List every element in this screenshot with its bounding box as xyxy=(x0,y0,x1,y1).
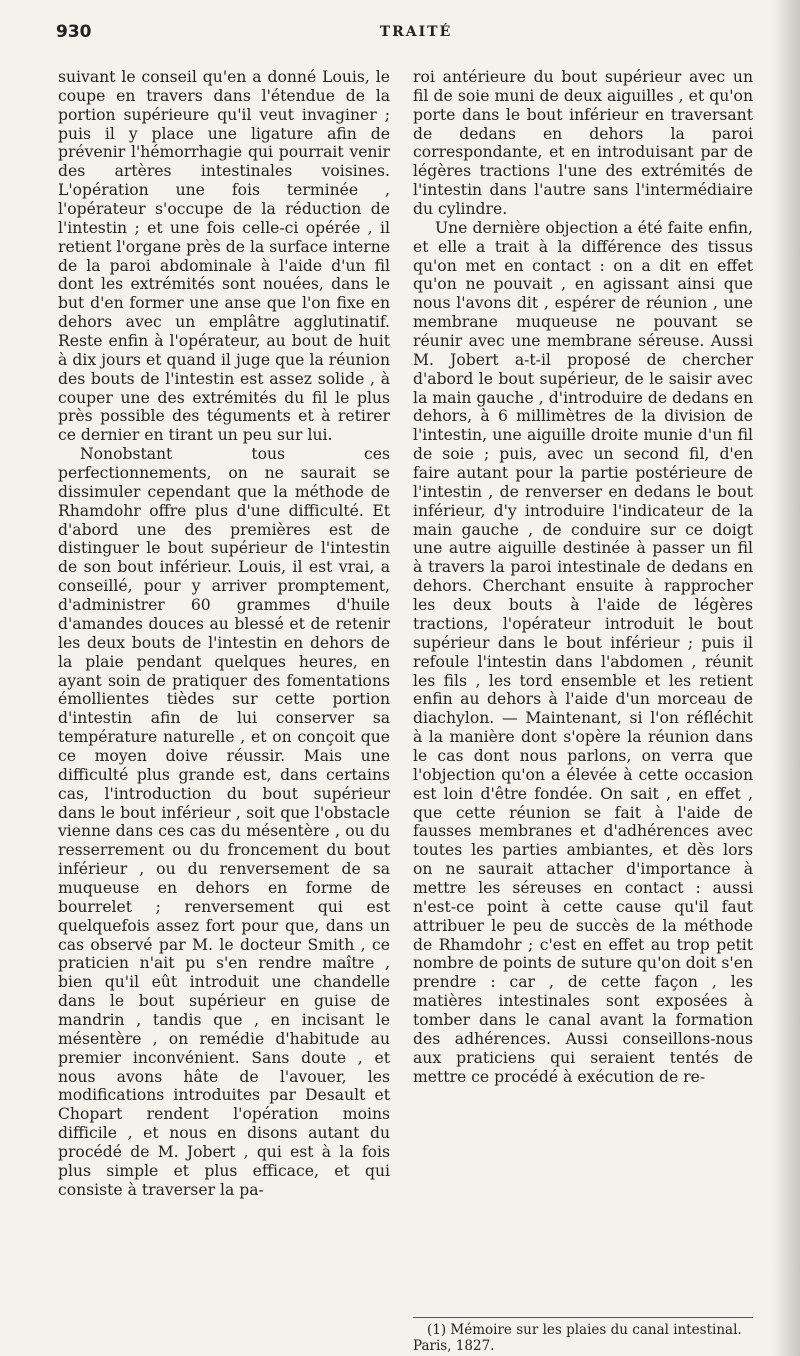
page-header xyxy=(56,22,776,52)
page-number: 930 xyxy=(56,22,92,42)
left-column xyxy=(58,68,390,1200)
footnote-divider xyxy=(413,1317,753,1318)
page-edge-shadow xyxy=(772,0,800,1356)
right-column xyxy=(413,68,753,1086)
running-title: TRAITÉ xyxy=(379,24,453,40)
paragraph: Une dernière objection a été faite enfin, et elle a trait à la différence des tissus qu'on met en contact : on a dit en effet qu'on ne pouvait , en agissant ainsi que nous l'avons dit , espérer de réunion , une membrane muqueuse ne pouvant se réunir avec une membrane séreuse. Aussi M. Jobert a-t-il proposé de chercher d'abord le bout supérieur, de le saisir avec la main gauche , d'introduire de dedans en dehors, à 6 millimètres de la division de l'intestin, une aiguille droite munie d'un fil de soie ; puis, avec un second fil, d'en faire autant pour la partie postérieure de l'intestin , de renverser en dedans le bout inférieur, d'y introduire l'indicateur de la main gauche , de conduire sur ce doigt une autre aiguille destinée à passer un fil à travers la paroi intestinale de dedans en dehors. Cherchant ensuite à rapprocher les deux bouts à l'aide de légères tractions, l'opérateur introduit le bout supérieur dans le bout inférieur ; puis il refoule l'intestin dans l'abdomen , réunit les fils , les tord ensemble et les retient enfin au dehors à l'aide d'un morceau de diachylon. — Maintenant, si l'on réfléchit à la manière dont s'opère la réunion dans le cas dont nous parlons, on verra que l'objection qu'on a élevée à cette occasion est loin d'être fondée. On sait , en effet , que cette réunion se fait à l'aide de fausses membranes et d'adhérences avec toutes les parties ambiantes, et dès lors on ne saurait attacher d'importance à mettre les séreuses en contact : aussi n'est-ce point à cette cause qu'il faut attribuer le peu de succès de la méthode de Rhamdohr ; c'est en effet au trop petit nombre de points de suture qu'on doit s'en prendre : car , de cette façon , les matières intestinales sont exposées à tomber dans le canal avant la formation des adhérences. Aussi conseillons-nous aux praticiens qui seraient tentés de mettre ce procédé à exécution de re- xyxy=(413,218,753,1086)
paragraph: suivant le conseil qu'en a donné Louis, le coupe en travers dans l'étendue de la portion supérieure qu'il veut invaginer ; puis il y place une ligature afin de prévenir l'hémorrhagie qui pourrait venir des artères intestinales voisines. L'opération une fois terminée , l'opérateur s'occupe de la réduction de l'intestin ; et une fois celle-ci opérée , il retient l'organe près de la surface interne de la paroi abdominale à l'aide d'un fil dont les extrémités sont nouées, dans le but d'en former une anse que l'on fixe en dehors avec un emplâtre agglutinatif. Reste enfin à l'opérateur, au bout de huit à dix jours et quand il juge que la réunion des bouts de l'intestin est assez solide , à couper une des extrémités du fil le plus près possible des téguments et à retirer ce dernier en tirant un peu sur lui. xyxy=(58,68,390,445)
paragraph: roi antérieure du bout supérieur avec un fil de soie muni de deux aiguilles , et qu'on porte dans le bout inférieur en traversant de dedans en dehors la paroi correspondante, et en introduisant par de légères tractions l'une des extrémités de l'intestin dans l'autre sans l'intermédiaire du cylindre. xyxy=(413,68,753,219)
footnote: (1) Mémoire sur les plaies du canal intestinal. Paris, 1827. xyxy=(413,1322,742,1354)
paragraph: Nonobstant tous ces perfectionnements, on ne saurait se dissimuler cependant que la méthode de Rhamdohr offre plus d'une difficulté. Et d'abord une des premières est de distinguer le bout supérieur de l'intestin de son bout inférieur. Louis, il est vrai, a conseillé, pour y arriver promptement, d'administrer 60 grammes d'huile d'amandes douces au blessé et de retenir les deux bouts de l'intestin en dehors de la plaie pendant quelques heures, en ayant soin de pratiquer des fomentations émollientes tièdes sur cette portion d'intestin afin de lui conserver sa température naturelle , et on conçoit que ce moyen doive réussir. Mais une difficulté plus grande est, dans certains cas, l'introduction du bout supérieur dans le bout inférieur , soit que l'obstacle vienne dans ces cas du mésentère , ou du resserrement ou du froncement du bout inférieur , ou du renversement de sa muqueuse en dehors en forme de bourrelet ; renversement qui est quelquefois assez fort pour que, dans un cas observé par M. le docteur Smith , ce praticien n'ait pu s'en rendre maître , bien qu'il eût introduit une chandelle dans le bout supérieur en guise de mandrin , tandis que , en incisant le mésentère , on remédie d'habitude au premier inconvénient. Sans doute , et nous avons hâte de l'avouer, les modifications introduites par Desault et Chopart rendent l'opération moins difficile , et nous en disons autant du procédé de M. Jobert , qui est à la fois plus simple et plus efficace, et qui consiste à traverser la pa- xyxy=(58,445,390,1199)
